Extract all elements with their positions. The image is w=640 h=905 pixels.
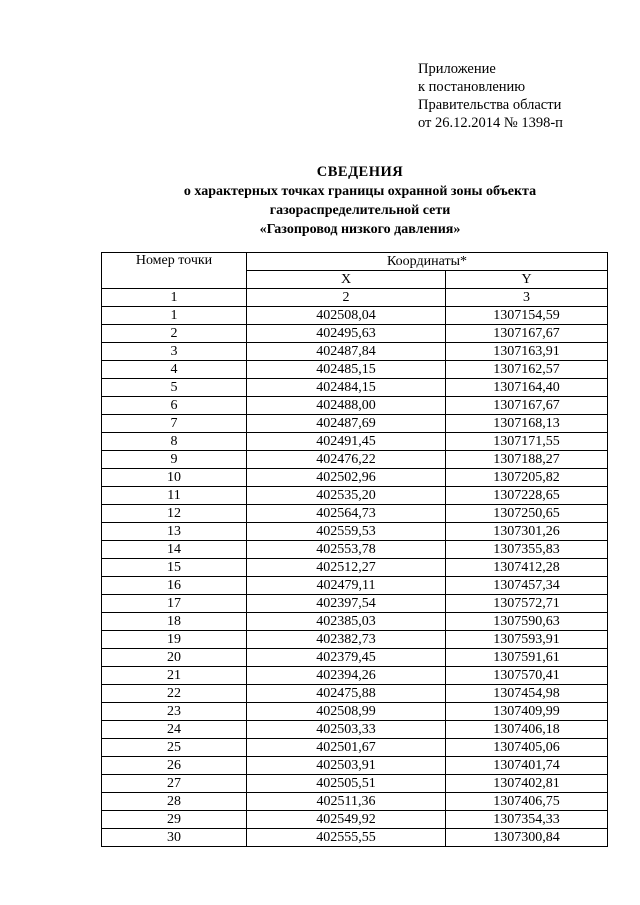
cell-point-number: 16 [102, 577, 247, 595]
cell-point-number: 13 [102, 523, 247, 541]
table-row [102, 667, 608, 685]
cell-point-number: 10 [102, 469, 247, 487]
table-row [102, 325, 608, 343]
column-number-1: 1 [102, 289, 247, 307]
cell-point-number: 1 [102, 307, 247, 325]
appendix-line-4: от 26.12.2014 № 1398-п [418, 115, 563, 131]
cell-x: 402491,45 [247, 433, 446, 451]
cell-point-number: 24 [102, 721, 247, 739]
cell-y: 1307301,26 [446, 523, 608, 541]
cell-x: 402385,03 [247, 613, 446, 631]
appendix-line-3: Правительства области [418, 97, 562, 113]
table-header [102, 253, 608, 307]
cell-y: 1307228,65 [446, 487, 608, 505]
cell-point-number: 8 [102, 433, 247, 451]
header-point-number: Номер точки [102, 253, 247, 289]
cell-point-number: 18 [102, 613, 247, 631]
document-title [60, 163, 640, 239]
cell-x: 402485,15 [247, 361, 446, 379]
title-line-4: «Газопровод низкого давления» [259, 222, 461, 237]
table-row [102, 343, 608, 361]
table-row [102, 775, 608, 793]
cell-point-number: 19 [102, 631, 247, 649]
cell-x: 402495,63 [247, 325, 446, 343]
header-y: Y [446, 271, 608, 289]
cell-point-number: 26 [102, 757, 247, 775]
cell-y: 1307355,83 [446, 541, 608, 559]
cell-point-number: 5 [102, 379, 247, 397]
cell-x: 402508,04 [247, 307, 446, 325]
cell-y: 1307154,59 [446, 307, 608, 325]
cell-y: 1307593,91 [446, 631, 608, 649]
cell-point-number: 14 [102, 541, 247, 559]
cell-point-number: 11 [102, 487, 247, 505]
cell-x: 402476,22 [247, 451, 446, 469]
cell-y: 1307409,99 [446, 703, 608, 721]
cell-y: 1307572,71 [446, 595, 608, 613]
cell-point-number: 28 [102, 793, 247, 811]
cell-point-number: 9 [102, 451, 247, 469]
cell-y: 1307457,34 [446, 577, 608, 595]
cell-x: 402553,78 [247, 541, 446, 559]
header-coordinates: Координаты* [247, 253, 608, 271]
cell-point-number: 27 [102, 775, 247, 793]
table-row [102, 469, 608, 487]
cell-y: 1307590,63 [446, 613, 608, 631]
table-row [102, 361, 608, 379]
cell-x: 402487,84 [247, 343, 446, 361]
cell-point-number: 15 [102, 559, 247, 577]
cell-y: 1307167,67 [446, 397, 608, 415]
cell-x: 402475,88 [247, 685, 446, 703]
cell-y: 1307591,61 [446, 649, 608, 667]
cell-point-number: 4 [102, 361, 247, 379]
table-row [102, 631, 608, 649]
table-row [102, 685, 608, 703]
cell-x: 402508,99 [247, 703, 446, 721]
cell-x: 402479,11 [247, 577, 446, 595]
cell-y: 1307164,40 [446, 379, 608, 397]
cell-x: 402512,27 [247, 559, 446, 577]
table-row [102, 577, 608, 595]
cell-point-number: 2 [102, 325, 247, 343]
cell-x: 402382,73 [247, 631, 446, 649]
appendix-line-2: к постановлению [418, 79, 526, 95]
cell-x: 402488,00 [247, 397, 446, 415]
cell-y: 1307250,65 [446, 505, 608, 523]
title-line-3: газораспределительной сети [269, 203, 451, 218]
table-row [102, 613, 608, 631]
cell-x: 402549,92 [247, 811, 446, 829]
cell-x: 402564,73 [247, 505, 446, 523]
header-x: X [247, 271, 446, 289]
cell-point-number: 30 [102, 829, 247, 847]
table-row [102, 523, 608, 541]
cell-y: 1307171,55 [446, 433, 608, 451]
table-row [102, 739, 608, 757]
cell-x: 402502,96 [247, 469, 446, 487]
title-line-2: о характерных точках границы охранной зоны объекта [183, 184, 537, 199]
table-body [102, 307, 608, 847]
cell-x: 402511,36 [247, 793, 446, 811]
cell-y: 1307167,67 [446, 325, 608, 343]
coordinates-table [101, 252, 608, 847]
cell-y: 1307401,74 [446, 757, 608, 775]
title-main: СВЕДЕНИЯ [316, 164, 404, 180]
cell-y: 1307300,84 [446, 829, 608, 847]
cell-y: 1307402,81 [446, 775, 608, 793]
table-row [102, 415, 608, 433]
cell-point-number: 29 [102, 811, 247, 829]
cell-y: 1307162,57 [446, 361, 608, 379]
cell-point-number: 6 [102, 397, 247, 415]
table-row [102, 649, 608, 667]
cell-x: 402503,33 [247, 721, 446, 739]
cell-y: 1307168,13 [446, 415, 608, 433]
column-number-2: 2 [247, 289, 446, 307]
cell-x: 402501,67 [247, 739, 446, 757]
cell-x: 402555,55 [247, 829, 446, 847]
table-row [102, 811, 608, 829]
cell-point-number: 3 [102, 343, 247, 361]
cell-x: 402503,91 [247, 757, 446, 775]
cell-point-number: 7 [102, 415, 247, 433]
table-row [102, 433, 608, 451]
table-row [102, 757, 608, 775]
cell-y: 1307570,41 [446, 667, 608, 685]
cell-y: 1307454,98 [446, 685, 608, 703]
table-row [102, 307, 608, 325]
cell-x: 402484,15 [247, 379, 446, 397]
cell-y: 1307354,33 [446, 811, 608, 829]
appendix-block [418, 60, 563, 132]
cell-point-number: 20 [102, 649, 247, 667]
table-row [102, 451, 608, 469]
table-row [102, 829, 608, 847]
cell-x: 402505,51 [247, 775, 446, 793]
table-row [102, 487, 608, 505]
table-row [102, 721, 608, 739]
column-number-3: 3 [446, 289, 608, 307]
cell-y: 1307163,91 [446, 343, 608, 361]
cell-point-number: 25 [102, 739, 247, 757]
cell-x: 402397,54 [247, 595, 446, 613]
table-row [102, 703, 608, 721]
table-row [102, 397, 608, 415]
cell-point-number: 12 [102, 505, 247, 523]
cell-point-number: 22 [102, 685, 247, 703]
cell-y: 1307406,75 [446, 793, 608, 811]
cell-y: 1307406,18 [446, 721, 608, 739]
cell-x: 402535,20 [247, 487, 446, 505]
cell-y: 1307205,82 [446, 469, 608, 487]
cell-x: 402394,26 [247, 667, 446, 685]
cell-y: 1307188,27 [446, 451, 608, 469]
table-row [102, 379, 608, 397]
table-row [102, 559, 608, 577]
cell-point-number: 21 [102, 667, 247, 685]
cell-x: 402379,45 [247, 649, 446, 667]
table-row [102, 595, 608, 613]
cell-y: 1307412,28 [446, 559, 608, 577]
table-row [102, 505, 608, 523]
cell-x: 402487,69 [247, 415, 446, 433]
table-row [102, 793, 608, 811]
cell-y: 1307405,06 [446, 739, 608, 757]
cell-point-number: 23 [102, 703, 247, 721]
table-row [102, 541, 608, 559]
appendix-line-1: Приложение [418, 61, 496, 77]
cell-x: 402559,53 [247, 523, 446, 541]
cell-point-number: 17 [102, 595, 247, 613]
